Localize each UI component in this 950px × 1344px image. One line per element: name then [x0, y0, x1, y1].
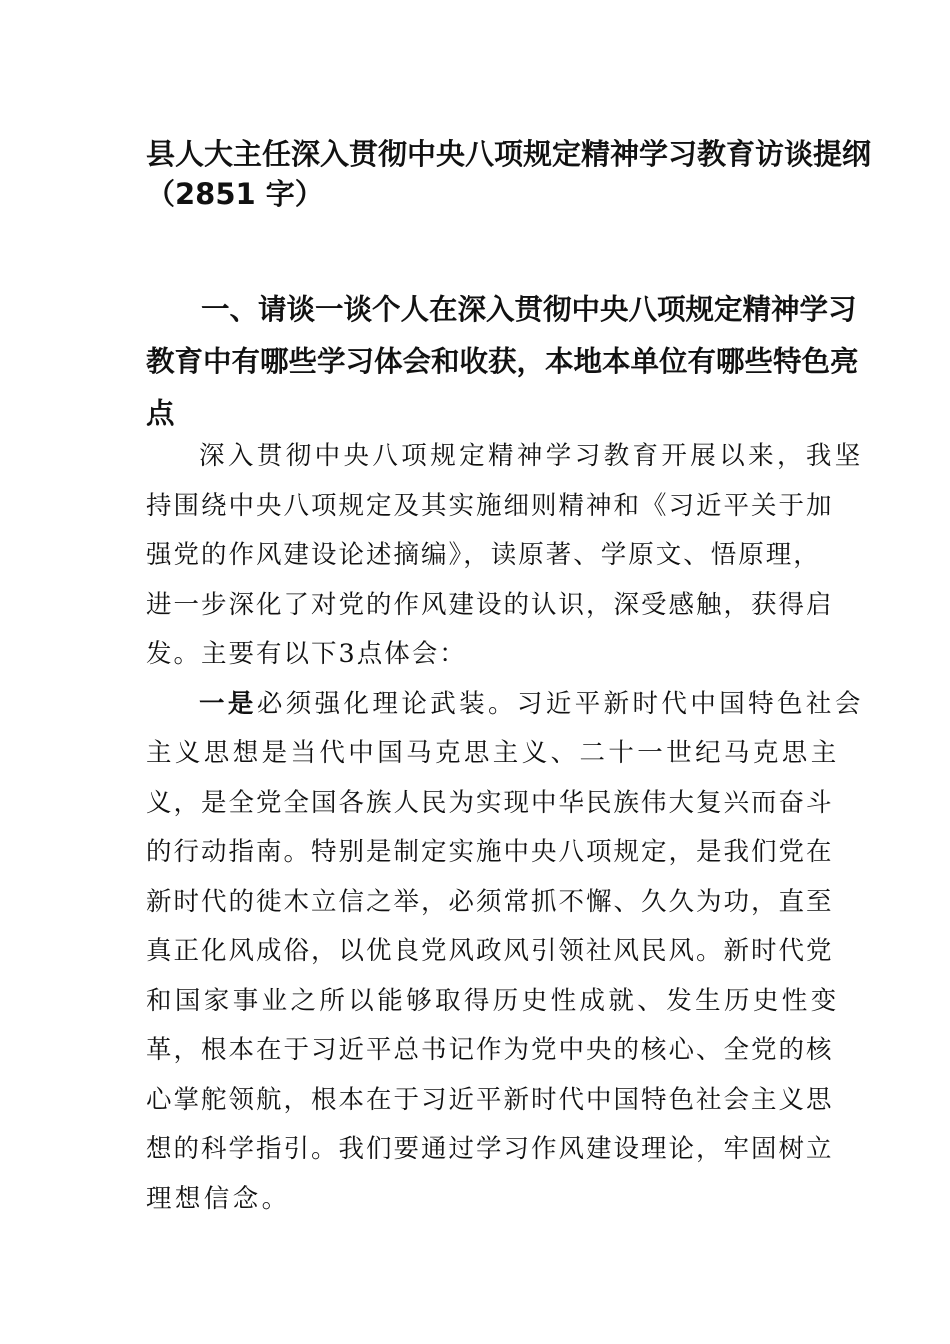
paragraph-line: 义，是全党全国各族人民为实现中华民族伟大复兴而奋斗	[146, 787, 834, 818]
paragraph-line: 理想信念。	[146, 1183, 291, 1214]
paragraph-line: 真正化风成俗，以优良党风政风引领社风民风。新时代党	[146, 936, 834, 966]
paragraph-line: 和国家事业之所以能够取得历史性成就、发生历史性变	[146, 985, 840, 1016]
paragraph-line: 的行动指南。特别是制定实施中央八项规定，是我们党在	[146, 837, 834, 867]
paragraph-line: 深入贯彻中央八项规定精神学习教育开展以来，我坚	[199, 441, 864, 471]
paragraph-line: 持围绕中央八项规定及其实施细则精神和《习近平关于加	[146, 490, 834, 521]
paragraph-line	[146, 680, 864, 730]
paragraph-line: 革，根本在于习近平总书记作为党中央的核心、全党的核	[146, 1035, 834, 1065]
section-heading	[146, 284, 859, 440]
paragraph-line: 发。主要有以下3点体会：	[146, 639, 467, 669]
heading-line: 一、请谈一谈个人在深入贯彻中央八项规定精神学习	[201, 293, 857, 326]
title-line: 县人大主任深入贯彻中央八项规定精神学习教育访谈提纲	[146, 137, 872, 171]
heading-line: 点	[146, 397, 175, 430]
document-title	[146, 134, 872, 214]
paragraph-line: 强党的作风建设论述摘编》，读原著、学原文、悟原理，	[146, 540, 821, 570]
heading-line: 教育中有哪些学习体会和收获，本地本单位有哪些特色亮	[146, 345, 859, 378]
paragraph-line: 新时代的徙木立信之举，必须常抓不懈、久久为功，直至	[146, 886, 834, 917]
title-word-count: （2851 字）	[146, 177, 324, 211]
paragraph-line: 进一步深化了对党的作风建设的认识，深受感触，获得启	[146, 589, 834, 620]
point-lead: 一是	[199, 688, 257, 719]
paragraph-line: 心掌舵领航，根本在于习近平新时代中国特色社会主义思	[146, 1084, 834, 1115]
paragraph-line: 想的科学指引。我们要通过学习作风建设理论，牢固树立	[146, 1134, 834, 1164]
point-lead-text: 必须强化理论武装。习近平新时代中国特色社会	[256, 688, 864, 719]
body-text	[146, 432, 864, 1224]
paragraph-line: 主义思想是当代中国马克思主义、二十一世纪马克思主	[146, 738, 840, 768]
